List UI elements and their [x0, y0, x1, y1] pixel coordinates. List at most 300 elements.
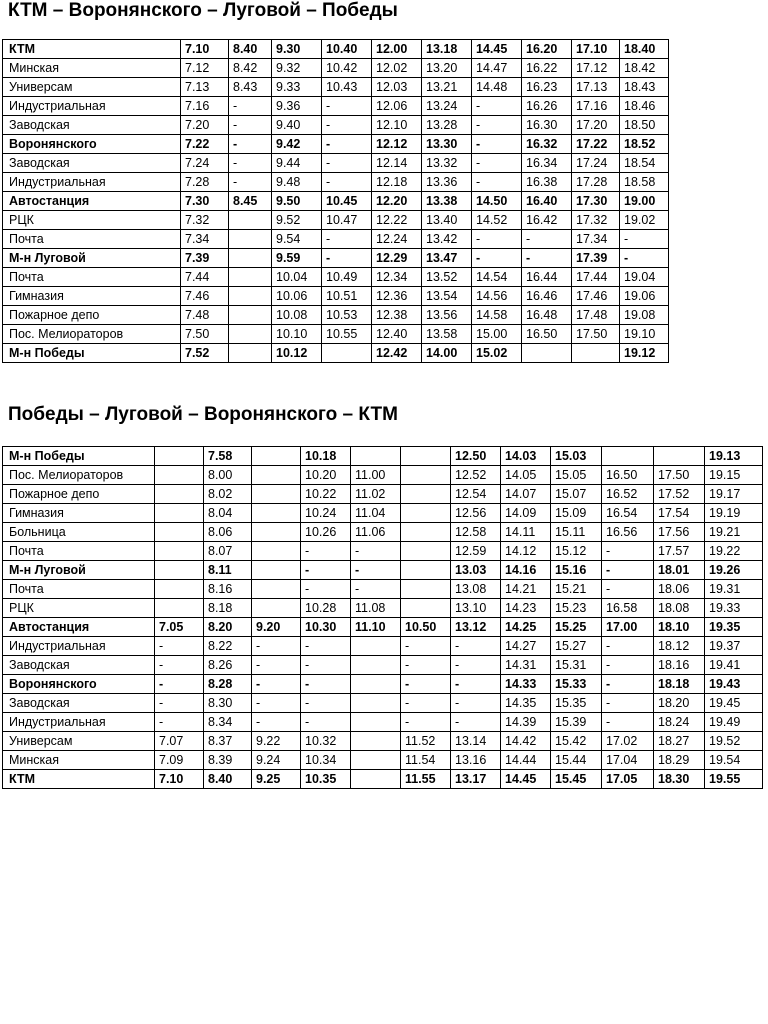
departure-time [229, 306, 272, 325]
departure-time [229, 325, 272, 344]
departure-time: 16.56 [602, 523, 654, 542]
departure-time: 10.04 [272, 268, 322, 287]
departure-time: 10.35 [301, 770, 351, 789]
departure-time: 18.01 [654, 561, 705, 580]
departure-time: - [620, 249, 669, 268]
table-row [3, 542, 763, 561]
departure-time: 18.12 [654, 637, 705, 656]
departure-time [654, 447, 705, 466]
departure-time: 13.47 [422, 249, 472, 268]
departure-time: 10.34 [301, 751, 351, 770]
departure-time: 8.34 [204, 713, 252, 732]
departure-time: 12.06 [372, 97, 422, 116]
departure-time: 14.52 [472, 211, 522, 230]
departure-time: 8.40 [204, 770, 252, 789]
departure-time [351, 447, 401, 466]
stop-name: Заводская [3, 154, 181, 173]
departure-time: 18.42 [620, 59, 669, 78]
departure-time: 17.56 [654, 523, 705, 542]
departure-time: 17.22 [572, 135, 620, 154]
departure-time: - [451, 694, 501, 713]
departure-time: 7.39 [181, 249, 229, 268]
departure-time: 13.12 [451, 618, 501, 637]
departure-time: 8.07 [204, 542, 252, 561]
departure-time: - [322, 249, 372, 268]
stop-name: Пожарное депо [3, 485, 155, 504]
departure-time: 14.27 [501, 637, 551, 656]
stop-name: Заводская [3, 116, 181, 135]
departure-time: 7.52 [181, 344, 229, 363]
stop-name: М-н Победы [3, 447, 155, 466]
table-row [3, 770, 763, 789]
table-row [3, 675, 763, 694]
stop-name: Индустриальная [3, 637, 155, 656]
departure-time: 7.10 [181, 40, 229, 59]
departure-time: 10.49 [322, 268, 372, 287]
departure-time: 8.39 [204, 751, 252, 770]
departure-time: 8.40 [229, 40, 272, 59]
departure-time: 9.32 [272, 59, 322, 78]
departure-time: - [322, 173, 372, 192]
departure-time: 9.22 [252, 732, 301, 751]
departure-time: 18.27 [654, 732, 705, 751]
departure-time: - [451, 637, 501, 656]
departure-time: - [602, 675, 654, 694]
departure-time [252, 504, 301, 523]
departure-time: 13.24 [422, 97, 472, 116]
departure-time: 10.12 [272, 344, 322, 363]
departure-time: 12.50 [451, 447, 501, 466]
departure-time: 9.59 [272, 249, 322, 268]
departure-time: 16.44 [522, 268, 572, 287]
departure-time [522, 344, 572, 363]
departure-time: 17.57 [654, 542, 705, 561]
departure-time: - [252, 713, 301, 732]
departure-time: 15.12 [551, 542, 602, 561]
departure-time: 8.04 [204, 504, 252, 523]
departure-time: 15.11 [551, 523, 602, 542]
stop-name: Универсам [3, 78, 181, 97]
departure-time: 8.26 [204, 656, 252, 675]
departure-time: - [155, 675, 204, 694]
departure-time: 7.46 [181, 287, 229, 306]
stop-name: Пос. Мелиораторов [3, 466, 155, 485]
departure-time [252, 580, 301, 599]
departure-time: - [301, 713, 351, 732]
departure-time: 7.09 [155, 751, 204, 770]
stop-name: Индустриальная [3, 173, 181, 192]
departure-time: 16.22 [522, 59, 572, 78]
departure-time: 19.08 [620, 306, 669, 325]
departure-time: 18.30 [654, 770, 705, 789]
departure-time: 19.37 [705, 637, 763, 656]
stop-name: Воронянского [3, 675, 155, 694]
departure-time: 15.05 [551, 466, 602, 485]
departure-time: - [620, 230, 669, 249]
departure-time: 12.12 [372, 135, 422, 154]
departure-time [155, 542, 204, 561]
departure-time: - [301, 694, 351, 713]
departure-time: 15.02 [472, 344, 522, 363]
departure-time: 19.12 [620, 344, 669, 363]
departure-time: 8.18 [204, 599, 252, 618]
departure-time: 12.40 [372, 325, 422, 344]
departure-time: 12.54 [451, 485, 501, 504]
departure-time: 8.28 [204, 675, 252, 694]
departure-time: 15.21 [551, 580, 602, 599]
departure-time: 14.31 [501, 656, 551, 675]
stop-name: М-н Луговой [3, 249, 181, 268]
departure-time: 14.00 [422, 344, 472, 363]
table-row [3, 230, 669, 249]
departure-time: 18.40 [620, 40, 669, 59]
departure-time [155, 504, 204, 523]
departure-time: - [252, 675, 301, 694]
departure-time: 12.02 [372, 59, 422, 78]
table-row [3, 173, 669, 192]
departure-time: - [322, 135, 372, 154]
departure-time: 15.07 [551, 485, 602, 504]
departure-time: 13.10 [451, 599, 501, 618]
departure-time: 10.53 [322, 306, 372, 325]
departure-time: 7.44 [181, 268, 229, 287]
table-row [3, 485, 763, 504]
departure-time: - [602, 561, 654, 580]
departure-time: 8.42 [229, 59, 272, 78]
departure-time: - [472, 230, 522, 249]
departure-time [351, 637, 401, 656]
stop-name: Пос. Мелиораторов [3, 325, 181, 344]
departure-time: 10.06 [272, 287, 322, 306]
departure-time: 7.07 [155, 732, 204, 751]
departure-time: 8.22 [204, 637, 252, 656]
departure-time: 11.52 [401, 732, 451, 751]
departure-time: 14.12 [501, 542, 551, 561]
departure-time: - [451, 713, 501, 732]
departure-time: 17.10 [572, 40, 620, 59]
stop-name: Почта [3, 268, 181, 287]
schedule-2-title: Победы – Луговой – Воронянского – КТМ [8, 404, 398, 425]
table-row [3, 504, 763, 523]
departure-time [351, 656, 401, 675]
departure-time: 9.50 [272, 192, 322, 211]
stop-name: Минская [3, 751, 155, 770]
departure-time [351, 713, 401, 732]
stop-name: Заводская [3, 656, 155, 675]
departure-time: 11.08 [351, 599, 401, 618]
departure-time: 17.12 [572, 59, 620, 78]
departure-time: 15.00 [472, 325, 522, 344]
table-row [3, 154, 669, 173]
departure-time: - [155, 656, 204, 675]
departure-time [351, 751, 401, 770]
departure-time: 7.05 [155, 618, 204, 637]
departure-time: 8.00 [204, 466, 252, 485]
table-row [3, 713, 763, 732]
departure-time: 13.18 [422, 40, 472, 59]
departure-time: 10.22 [301, 485, 351, 504]
departure-time: - [322, 116, 372, 135]
departure-time [401, 447, 451, 466]
departure-time: 17.00 [602, 618, 654, 637]
departure-time: 13.03 [451, 561, 501, 580]
departure-time: 8.06 [204, 523, 252, 542]
departure-time: 8.16 [204, 580, 252, 599]
departure-time: 7.12 [181, 59, 229, 78]
stop-name: Минская [3, 59, 181, 78]
departure-time: - [155, 713, 204, 732]
departure-time: - [602, 713, 654, 732]
departure-time: - [401, 713, 451, 732]
stop-name: КТМ [3, 770, 155, 789]
departure-time: 19.31 [705, 580, 763, 599]
departure-time: 14.56 [472, 287, 522, 306]
departure-time: - [472, 249, 522, 268]
departure-time [401, 523, 451, 542]
departure-time: 12.20 [372, 192, 422, 211]
departure-time: 19.02 [620, 211, 669, 230]
departure-time: 10.45 [322, 192, 372, 211]
departure-time: 19.17 [705, 485, 763, 504]
departure-time: 9.40 [272, 116, 322, 135]
departure-time: 10.30 [301, 618, 351, 637]
departure-time: 18.54 [620, 154, 669, 173]
departure-time: 16.40 [522, 192, 572, 211]
departure-time [351, 770, 401, 789]
departure-time: - [401, 637, 451, 656]
departure-time: 17.28 [572, 173, 620, 192]
departure-time: 10.08 [272, 306, 322, 325]
departure-time: 7.48 [181, 306, 229, 325]
departure-time [351, 675, 401, 694]
departure-time: 18.08 [654, 599, 705, 618]
departure-time [322, 344, 372, 363]
departure-time [351, 732, 401, 751]
departure-time: 13.42 [422, 230, 472, 249]
departure-time [229, 287, 272, 306]
departure-time: 10.42 [322, 59, 372, 78]
departure-time [229, 344, 272, 363]
departure-time: 12.36 [372, 287, 422, 306]
departure-time: 13.58 [422, 325, 472, 344]
departure-time: - [472, 97, 522, 116]
departure-time: 19.10 [620, 325, 669, 344]
departure-time: 13.14 [451, 732, 501, 751]
departure-time: 9.30 [272, 40, 322, 59]
stop-name: Воронянского [3, 135, 181, 154]
departure-time: 13.28 [422, 116, 472, 135]
departure-time: 8.37 [204, 732, 252, 751]
departure-time: 11.00 [351, 466, 401, 485]
table-row [3, 523, 763, 542]
departure-time [155, 580, 204, 599]
departure-time: 12.00 [372, 40, 422, 59]
departure-time: 13.20 [422, 59, 472, 78]
departure-time: 11.55 [401, 770, 451, 789]
departure-time [229, 211, 272, 230]
departure-time: 13.08 [451, 580, 501, 599]
departure-time: 10.28 [301, 599, 351, 618]
stop-name: Универсам [3, 732, 155, 751]
schedule-1-table [2, 39, 669, 363]
departure-time: 7.24 [181, 154, 229, 173]
stop-name: Заводская [3, 694, 155, 713]
departure-time: 13.38 [422, 192, 472, 211]
departure-time [155, 523, 204, 542]
departure-time: 13.17 [451, 770, 501, 789]
departure-time: 10.51 [322, 287, 372, 306]
departure-time: 9.24 [252, 751, 301, 770]
departure-time: 14.25 [501, 618, 551, 637]
departure-time [401, 561, 451, 580]
departure-time [252, 466, 301, 485]
departure-time: 18.52 [620, 135, 669, 154]
departure-time: - [301, 561, 351, 580]
departure-time: 14.23 [501, 599, 551, 618]
departure-time [401, 485, 451, 504]
departure-time: - [252, 656, 301, 675]
departure-time: - [252, 694, 301, 713]
departure-time: 18.43 [620, 78, 669, 97]
departure-time: - [602, 542, 654, 561]
departure-time: - [602, 656, 654, 675]
departure-time: - [351, 580, 401, 599]
departure-time: - [522, 249, 572, 268]
departure-time: 18.50 [620, 116, 669, 135]
departure-time: 16.52 [602, 485, 654, 504]
departure-time: - [522, 230, 572, 249]
departure-time: 13.54 [422, 287, 472, 306]
stop-name: М-н Победы [3, 344, 181, 363]
table-row [3, 466, 763, 485]
table-row [3, 192, 669, 211]
departure-time: - [301, 637, 351, 656]
stop-name: Больница [3, 523, 155, 542]
departure-time: 14.54 [472, 268, 522, 287]
departure-time: 19.43 [705, 675, 763, 694]
departure-time: 7.22 [181, 135, 229, 154]
departure-time: 12.24 [372, 230, 422, 249]
departure-time: 16.38 [522, 173, 572, 192]
departure-time: 8.02 [204, 485, 252, 504]
stop-name: Почта [3, 542, 155, 561]
table-row [3, 135, 669, 154]
departure-time: 8.30 [204, 694, 252, 713]
departure-time: 14.50 [472, 192, 522, 211]
departure-time: 15.27 [551, 637, 602, 656]
departure-time: 8.20 [204, 618, 252, 637]
departure-time [229, 230, 272, 249]
departure-time: 10.20 [301, 466, 351, 485]
table-row [3, 637, 763, 656]
departure-time: 12.52 [451, 466, 501, 485]
departure-time: - [602, 637, 654, 656]
departure-time: 17.39 [572, 249, 620, 268]
table-row [3, 249, 669, 268]
departure-time [401, 542, 451, 561]
departure-time: 19.06 [620, 287, 669, 306]
departure-time: 15.25 [551, 618, 602, 637]
departure-time: 18.18 [654, 675, 705, 694]
departure-time: 13.40 [422, 211, 472, 230]
departure-time: 12.03 [372, 78, 422, 97]
departure-time: 13.32 [422, 154, 472, 173]
departure-time: 13.52 [422, 268, 472, 287]
departure-time: 18.10 [654, 618, 705, 637]
table-row [3, 78, 669, 97]
stop-name: Почта [3, 230, 181, 249]
table-row [3, 325, 669, 344]
departure-time: 7.28 [181, 173, 229, 192]
table-row [3, 306, 669, 325]
schedule-1-title: КТМ – Воронянского – Луговой – Победы [8, 0, 398, 21]
departure-time: 7.32 [181, 211, 229, 230]
departure-time: 17.32 [572, 211, 620, 230]
departure-time [252, 447, 301, 466]
departure-time: 17.20 [572, 116, 620, 135]
departure-time: 18.06 [654, 580, 705, 599]
departure-time: 14.05 [501, 466, 551, 485]
departure-time: - [451, 675, 501, 694]
departure-time: 17.50 [572, 325, 620, 344]
table-row [3, 116, 669, 135]
departure-time: 8.11 [204, 561, 252, 580]
departure-time: 15.35 [551, 694, 602, 713]
departure-time: 14.16 [501, 561, 551, 580]
departure-time: 14.09 [501, 504, 551, 523]
departure-time: 15.16 [551, 561, 602, 580]
departure-time: - [451, 656, 501, 675]
departure-time: 10.18 [301, 447, 351, 466]
table-row [3, 751, 763, 770]
departure-time: 16.32 [522, 135, 572, 154]
departure-time [252, 523, 301, 542]
departure-time: 11.04 [351, 504, 401, 523]
departure-time: 11.02 [351, 485, 401, 504]
departure-time: - [401, 656, 451, 675]
departure-time: 10.55 [322, 325, 372, 344]
departure-time: 12.38 [372, 306, 422, 325]
departure-time: 14.45 [472, 40, 522, 59]
departure-time: - [322, 154, 372, 173]
departure-time [351, 694, 401, 713]
departure-time: 12.29 [372, 249, 422, 268]
departure-time: 19.04 [620, 268, 669, 287]
departure-time: 19.22 [705, 542, 763, 561]
table-row [3, 97, 669, 116]
departure-time: - [155, 637, 204, 656]
departure-time: - [472, 116, 522, 135]
departure-time: 15.09 [551, 504, 602, 523]
departure-time [229, 249, 272, 268]
departure-time [155, 561, 204, 580]
departure-time: 17.34 [572, 230, 620, 249]
departure-time: 9.54 [272, 230, 322, 249]
departure-time: 11.54 [401, 751, 451, 770]
departure-time: 14.33 [501, 675, 551, 694]
departure-time: 13.21 [422, 78, 472, 97]
table-row [3, 599, 763, 618]
departure-time: 19.41 [705, 656, 763, 675]
departure-time: - [322, 97, 372, 116]
departure-time: - [602, 580, 654, 599]
departure-time: 15.39 [551, 713, 602, 732]
departure-time: 7.13 [181, 78, 229, 97]
departure-time: 17.02 [602, 732, 654, 751]
departure-time: 13.30 [422, 135, 472, 154]
departure-time: 17.52 [654, 485, 705, 504]
departure-time: 19.52 [705, 732, 763, 751]
